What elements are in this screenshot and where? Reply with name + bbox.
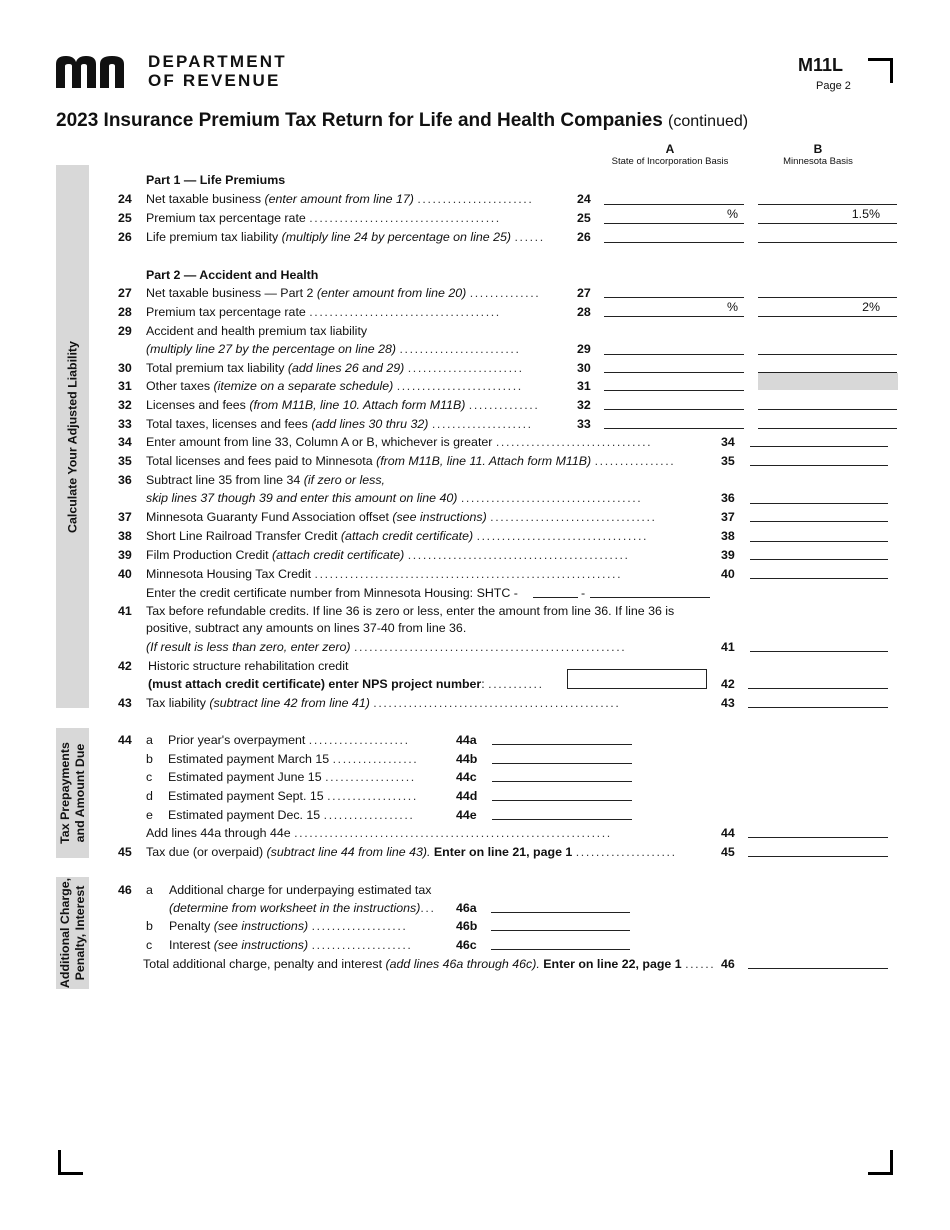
line-28: 28 Premium tax percentage rate ...................................... 28	[118, 305, 591, 319]
line-46a-note: (determine from worksheet in the instructions)	[169, 901, 421, 915]
line-39: 39 Film Production Credit (attach credit certificate) ............................................ 39	[118, 548, 735, 562]
line-27-col-b-field[interactable]	[758, 297, 897, 298]
line-44b-label: Estimated payment March 15	[168, 752, 330, 766]
line-40-cert-row	[0, 584, 745, 602]
column-b-header	[758, 142, 878, 167]
line-31: 31 Other taxes (itemize on a separate schedule) ......................... 31	[118, 379, 591, 393]
line-26-label: Life premium tax liability	[146, 230, 279, 244]
line-25: 25 Premium tax percentage rate ...................................... 25	[118, 211, 591, 225]
line-45-field[interactable]	[748, 856, 888, 857]
line-43-field[interactable]	[748, 707, 888, 708]
line-29-col-a-field[interactable]	[604, 354, 744, 355]
line-44d-field[interactable]	[492, 800, 632, 801]
line-46-total-bold: Enter on line 22, page 1	[543, 957, 682, 971]
line-44e: e Estimated payment Dec. 15 .................. 44e	[146, 808, 477, 822]
line-30: 30 Total premium tax liability (add lines 26 and 29) ....................... 30	[118, 361, 591, 375]
shtc-cert-field-1[interactable]	[533, 597, 578, 598]
line-46a-label: Additional charge for underpaying estimated tax	[169, 883, 432, 897]
line-40-cert-label: Enter the credit certificate number from Minnesota Housing: SHTC -	[146, 586, 518, 600]
shtc-cert-field-2[interactable]	[590, 597, 710, 598]
line-43: 43 Tax liability (subtract line 42 from line 41) ................................................. 43	[118, 696, 735, 710]
line-42-label: Historic structure rehabilitation credit	[148, 659, 349, 673]
line-25-col-b-field	[758, 223, 897, 224]
line-41: 41 Tax before refundable credits. If line 36 is zero or less, enter the amount from line 36. If line 36 is	[0, 602, 745, 620]
line-45-note: (subtract line 44 from line 43).	[266, 845, 431, 859]
department-name	[148, 52, 287, 90]
line-41-field[interactable]	[750, 651, 888, 652]
corner-mark-top-right	[868, 58, 893, 83]
line-40: 40 Minnesota Housing Tax Credit ............................................................. 40	[118, 567, 735, 581]
sidebar-label-1: Calculate Your Adjusted Liability	[65, 340, 79, 533]
line-31-col-b-shaded	[758, 373, 898, 390]
line-34-label: Enter amount from line 33, Column A or B, whichever is greater	[146, 435, 493, 449]
line-33-col-b-field[interactable]	[758, 428, 897, 429]
line-35: 35 Total licenses and fees paid to Minnesota (from M11B, line 11. Attach form M11B) ................ 35	[118, 454, 735, 468]
line-24: 24 Net taxable business (enter amount from line 17) ....................... 24	[118, 192, 591, 206]
line-46-total-label: Total additional charge, penalty and interest	[143, 957, 383, 971]
line-26-col-a-field[interactable]	[604, 242, 744, 243]
nps-project-number-input[interactable]	[567, 669, 707, 689]
line-46c-label: Interest	[169, 938, 211, 952]
line-29: 29 Accident and health premium tax liability	[0, 322, 600, 340]
page-number: Page 2	[816, 80, 851, 92]
line-32-col-a-field[interactable]	[604, 409, 744, 410]
line-42-field[interactable]	[748, 688, 888, 689]
sidebar-label-2-line1: Tax Prepayments	[57, 742, 72, 844]
line-45-bold-note: Enter on line 21, page 1	[433, 845, 573, 859]
line-41-label-2: positive, subtract any amounts on lines 37-40 from line 36.	[146, 621, 467, 635]
line-26-col-b-field[interactable]	[758, 242, 897, 243]
line-41-label-1: Tax before refundable credits. If line 36 is zero or less, enter the amount from line 36. If line 36 is	[146, 604, 675, 618]
line-44d: d Estimated payment Sept. 15 .................. 44d	[146, 789, 478, 803]
line-45: 45 Tax due (or overpaid) (subtract line 44 from line 43). Enter on line 21, page 1 .................... 45	[118, 845, 735, 859]
line-36-field[interactable]	[750, 503, 888, 504]
line-40-cert-dash: -	[581, 586, 586, 600]
line-42-cont: (must attach credit certificate) enter NPS project number: ........... 42	[148, 677, 735, 691]
line-41-cont	[0, 619, 745, 637]
line-31-col-a-field[interactable]	[604, 390, 744, 391]
line-33-col-a-field[interactable]	[604, 428, 744, 429]
line-29-label: Accident and health premium tax liability	[146, 324, 368, 338]
line-31-note: (itemize on a separate schedule)	[213, 379, 394, 393]
line-46-total-note: (add lines 46a through 46c).	[385, 957, 540, 971]
line-32-col-b-field[interactable]	[758, 409, 897, 410]
mn-logo	[56, 54, 136, 88]
line-46-field[interactable]	[748, 968, 888, 969]
form-id: M11L	[798, 55, 844, 75]
line-32: 32 Licenses and fees (from M11B, line 10. Attach form M11B) .............. 32	[118, 398, 591, 412]
line-37-note: (see instructions)	[392, 510, 487, 524]
line-39-note: (attach credit certificate)	[272, 548, 405, 562]
line-37-field[interactable]	[750, 521, 888, 522]
line-44a-field[interactable]	[492, 744, 632, 745]
line-46-total: Total additional charge, penalty and interest (add lines 46a through 46c). Enter on line 22, page 1 ...... 46	[143, 957, 735, 971]
line-35-label: Total licenses and fees paid to Minnesota	[146, 454, 373, 468]
line-30-note: (add lines 26 and 29)	[287, 361, 405, 375]
line-31-label: Other taxes	[146, 379, 211, 393]
line-29-cont: (multiply line 27 by the percentage on line 28) ........................ 29	[146, 342, 591, 356]
line-46b-note: (see instructions)	[213, 919, 309, 933]
part2-heading-row	[0, 266, 950, 284]
line-28-col-b-rate: 2%	[862, 300, 880, 314]
sidebar-label-2-line2: and Amount Due	[72, 743, 87, 843]
line-44c-label: Estimated payment June 15	[168, 770, 322, 784]
line-27-note: (enter amount from line 20)	[316, 286, 467, 300]
column-b-subtitle: Minnesota Basis	[783, 156, 853, 167]
line-37: 37 Minnesota Guaranty Fund Association offset (see instructions) ................................. 37	[118, 510, 735, 524]
line-43-label: Tax liability	[146, 696, 206, 710]
line-44a: 44 a Prior year's overpayment .................... 44a	[118, 733, 477, 747]
line-25-col-a-pct: %	[726, 207, 738, 221]
line-30-label: Total premium tax liability	[146, 361, 285, 375]
line-27-col-a-field[interactable]	[604, 297, 744, 298]
line-42: 42 Historic structure rehabilitation credit	[118, 659, 349, 673]
line-42-bold-note: (must attach credit certificate) enter NPS project number	[148, 677, 482, 691]
line-35-note: (from M11B, line 11. Attach form M11B)	[376, 454, 592, 468]
line-32-label: Licenses and fees	[146, 398, 246, 412]
line-37-label: Minnesota Guaranty Fund Association offset	[146, 510, 389, 524]
line-38-field[interactable]	[750, 541, 888, 542]
column-b-letter: B	[813, 142, 823, 156]
line-46c-note: (see instructions)	[213, 938, 309, 952]
line-24-col-a-field[interactable]	[604, 204, 744, 205]
page-title	[56, 110, 748, 132]
line-25-label: Premium tax percentage rate	[146, 211, 306, 225]
line-33: 33 Total taxes, licenses and fees (add lines 30 thru 32) .................... 33	[118, 417, 591, 431]
column-a-subtitle: State of Incorporation Basis	[611, 156, 729, 167]
line-44c: c Estimated payment June 15 .................. 44c	[146, 770, 477, 784]
line-46a-field[interactable]	[491, 912, 630, 913]
line-36-note-1: (if zero or less,	[303, 473, 385, 487]
line-38-note: (attach credit certificate)	[340, 529, 474, 543]
line-43-note: (subtract line 42 from line 41)	[209, 696, 370, 710]
line-34: 34 Enter amount from line 33, Column A or B, whichever is greater ............................... 34	[118, 435, 735, 449]
line-39-label: Film Production Credit	[146, 548, 269, 562]
line-36-note-2: skip lines 37 though 39 and enter this amount on line 40)	[146, 491, 458, 505]
line-44-total-label: Add lines 44a through 44e	[146, 826, 291, 840]
line-36-cont: skip lines 37 though 39 and enter this amount on line 40) .................................... 36	[146, 491, 735, 505]
line-46b: b Penalty (see instructions) ................... 46b	[146, 919, 478, 933]
corner-mark-bottom-left	[58, 1150, 83, 1175]
line-38-label: Short Line Railroad Transfer Credit	[146, 529, 338, 543]
line-44c-field[interactable]	[492, 781, 632, 782]
line-29-col-b-field[interactable]	[758, 354, 897, 355]
line-46a: 46 a Additional charge for underpaying estimated tax	[118, 883, 432, 897]
mn-logo-icon	[56, 54, 136, 88]
line-36: 36 Subtract line 35 from line 34 (if zero or less,	[118, 473, 385, 487]
line-40-field[interactable]	[750, 578, 888, 579]
line-34-field[interactable]	[750, 446, 888, 447]
line-26-note: (multiply line 24 by percentage on line 25)	[281, 230, 512, 244]
line-46a-cont: (determine from worksheet in the instructions)... 46a	[169, 901, 477, 915]
sidebar-label-3-line1: Additional Charge,	[57, 877, 72, 989]
line-30-col-a-field[interactable]	[604, 372, 744, 373]
line-44d-label: Estimated payment Sept. 15	[168, 789, 324, 803]
line-33-note: (add lines 30 thru 32)	[311, 417, 429, 431]
dept-line-1: DEPARTMENT	[148, 52, 287, 71]
title-suffix: (continued)	[668, 113, 749, 130]
line-41-cont2: (If result is less than zero, enter zero) ...................................................... 41	[146, 640, 735, 654]
line-28-col-b-field	[758, 316, 897, 317]
line-44-field[interactable]	[748, 837, 888, 838]
line-46c-field[interactable]	[491, 949, 630, 950]
line-46b-label: Penalty	[169, 919, 211, 933]
line-25-col-b-rate: 1.5%	[851, 207, 880, 221]
line-28-col-a-pct: %	[726, 300, 738, 314]
line-27: 27 Net taxable business — Part 2 (enter amount from line 20) .............. 27	[118, 286, 591, 300]
line-24-label: Net taxable business	[146, 192, 262, 206]
line-41-note: (If result is less than zero, enter zero)	[146, 640, 351, 654]
line-39-field[interactable]	[750, 559, 888, 560]
line-27-label: Net taxable business — Part 2	[146, 286, 314, 300]
line-28-col-a-field[interactable]	[604, 316, 744, 317]
line-36-label: Subtract line 35 from line 34	[146, 473, 301, 487]
line-44e-field[interactable]	[492, 819, 632, 820]
part2-heading: Part 2 — Accident and Health	[146, 268, 319, 282]
line-25-col-a-field[interactable]	[604, 223, 744, 224]
line-24-col-b-field[interactable]	[758, 204, 897, 205]
line-46b-field[interactable]	[491, 930, 630, 931]
part1-heading-row	[0, 171, 950, 189]
line-44b: b Estimated payment March 15 ................. 44b	[146, 752, 478, 766]
line-35-field[interactable]	[750, 465, 888, 466]
line-44e-label: Estimated payment Dec. 15	[168, 808, 321, 822]
part1-heading: Part 1 — Life Premiums	[146, 173, 286, 187]
title-text: 2023 Insurance Premium Tax Return for Life and Health Companies	[56, 110, 663, 131]
corner-mark-bottom-right	[868, 1150, 893, 1175]
line-38: 38 Short Line Railroad Transfer Credit (attach credit certificate) .................................. 38	[118, 529, 735, 543]
line-46c: c Interest (see instructions) .................... 46c	[146, 938, 477, 952]
column-a-letter: A	[665, 142, 675, 156]
column-a-header	[600, 142, 740, 167]
line-29-note: (multiply line 27 by the percentage on line 28)	[146, 342, 397, 356]
dept-line-2: OF REVENUE	[148, 71, 281, 90]
line-44a-label: Prior year's overpayment	[168, 733, 306, 747]
line-44-total: Add lines 44a through 44e ............................................................... 44	[146, 826, 735, 840]
line-26: 26 Life premium tax liability (multiply line 24 by percentage on line 25) ...... 26	[118, 230, 591, 244]
line-32-note: (from M11B, line 10. Attach form M11B)	[249, 398, 466, 412]
line-33-label: Total taxes, licenses and fees	[146, 417, 308, 431]
line-28-label: Premium tax percentage rate	[146, 305, 306, 319]
line-40-label: Minnesota Housing Tax Credit	[146, 567, 312, 581]
line-45-label: Tax due (or overpaid)	[146, 845, 264, 859]
line-24-note: (enter amount from line 17)	[264, 192, 414, 206]
sidebar-label-3-line2: Penalty, Interest	[72, 885, 87, 981]
line-44b-field[interactable]	[492, 763, 632, 764]
